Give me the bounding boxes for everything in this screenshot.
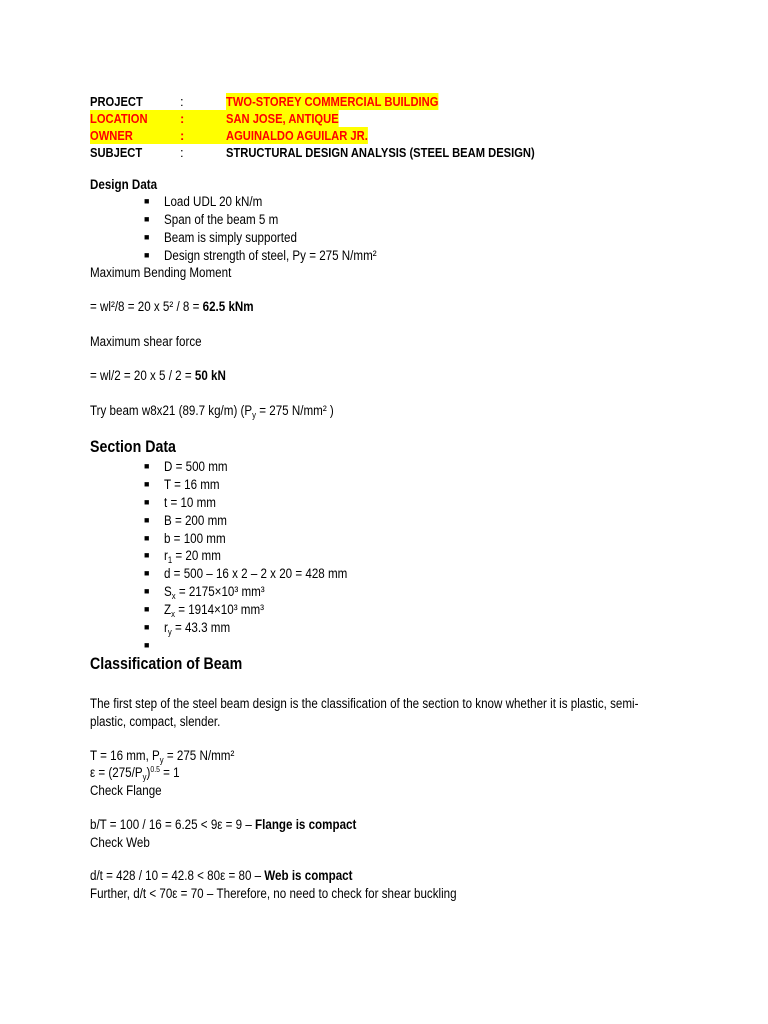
design-bullet-strength: Design strength of steel, Py = 275 N/mm² [164,248,377,263]
owner-key: OWNER [90,128,133,143]
shear-formula: = wl/2 = 20 x 5 / 2 = [90,368,195,383]
try-beam-line: Try beam w8x21 (89.7 kg/m) ($P_y = 275$ N/mm² ) [90,403,334,420]
subject-key: SUBJECT [90,145,143,160]
project-colon: : [180,94,184,109]
bullet-marker: ■ [144,515,150,525]
shear-label: Maximum shear force [90,334,202,349]
design-bullet-span: Span of the beam 5 m [164,212,279,227]
bullet-marker-empty: ■ [144,640,150,650]
design-bullet-load: Load UDL 20 kN/m [164,194,263,209]
bullet-marker: ■ [144,232,150,242]
section-data-heading: Section Data [90,438,176,456]
section-t-cap: T = 16 mm [164,477,220,492]
bullet-marker: ■ [144,622,150,632]
section-d-cap: D = 500 mm [164,459,228,474]
bullet-marker: ■ [144,196,150,206]
section-t-small: t = 10 mm [164,495,216,510]
section-r1: $r_1 = 20$ mm [164,548,221,565]
section-d-small: d = 500 – 16 x 2 – 2 x 20 = 428 mm [164,566,348,581]
flange-formula: b/T = 100 / 16 = 6.25 < 9ε = 9 – [90,817,256,832]
bullet-marker: ■ [144,461,150,471]
moment-formula-line [90,298,280,315]
classification-heading: Classification of Beam [90,655,243,673]
bullet-marker: ■ [144,214,150,224]
bullet-marker: ■ [144,479,150,489]
bullet-marker: ■ [144,550,150,560]
project-value: TWO-STOREY COMMERCIAL BUILDING [226,94,439,109]
bullet-marker: ■ [144,533,150,543]
t-py-line: T = 16 mm, $P_y = 275$ N/mm² [90,748,235,765]
bullet-marker: ■ [144,604,150,614]
bullet-marker: ■ [144,250,150,260]
section-zx: $Z_x = 1914\times 10^3$ mm³ [164,602,265,619]
owner-value: AGUINALDO AGUILAR JR. [226,128,368,143]
section-b-small: b = 100 mm [164,531,226,546]
web-line [90,867,395,884]
location-value: SAN JOSE, ANTIQUE [226,111,339,126]
section-sx: $S_x = 2175\times 10^3$ mm³ [164,584,265,601]
moment-formula: = wl²/8 = 20 x 5² / 8 = [90,299,203,314]
further-line: Further, d/t < 70ε = 70 – Therefore, no need to check for shear buckling [90,886,457,901]
moment-label: Maximum Bending Moment [90,265,232,280]
bullet-marker: ■ [144,568,150,578]
shear-formula-line [90,367,248,384]
subject-colon: : [180,145,184,160]
check-web-label: Check Web [90,835,150,850]
check-flange-label: Check Flange [90,783,162,798]
subject-value: STRUCTURAL DESIGN ANALYSIS (STEEL BEAM DESIGN) [226,145,535,160]
bullet-marker: ■ [144,586,150,596]
web-result: Web is compact [264,868,353,883]
location-colon: : [180,111,185,126]
web-formula: d/t = 428 / 10 = 42.8 < 80ε = 80 – [90,868,265,883]
location-key: LOCATION [90,111,148,126]
shear-result: 50 kN [194,368,226,383]
flange-line [90,816,400,833]
flange-result: Flange is compact [255,817,357,832]
owner-colon: : [180,128,185,143]
classification-para-line1: The first step of the steel beam design is the classification of the section to know whether it is plastic, semi- [90,696,639,711]
epsilon-line: $\varepsilon = (275/P_y)^{0.5} = 1$ [90,765,180,782]
section-ry: $r_y = 43.3$ mm [164,620,231,637]
section-b-cap: B = 200 mm [164,513,227,528]
design-bullet-support: Beam is simply supported [164,230,297,245]
project-key: PROJECT [90,94,143,109]
moment-result: 62.5 kNm [202,299,254,314]
classification-para-line2: plastic, compact, slender. [90,714,221,729]
design-data-heading: Design Data [90,177,158,192]
bullet-marker: ■ [144,497,150,507]
